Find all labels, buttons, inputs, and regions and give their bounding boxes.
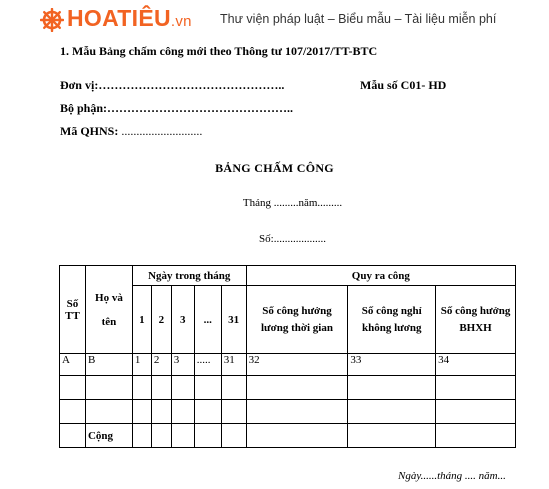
field-unit: Đơn vị:……………………………………….. xyxy=(60,78,285,92)
month-year-line: Tháng .........năm......... xyxy=(242,197,343,209)
site-header xyxy=(0,0,549,36)
timesheet-title: BẢNG CHẤM CÔNG xyxy=(215,161,334,175)
signature-date-line: Ngày......tháng .... năm... xyxy=(398,470,506,482)
total-label: Cộng xyxy=(85,424,132,448)
header-bhxh-days: Số công hưởng BHXH xyxy=(436,286,516,354)
header-days-group: Ngày trong tháng xyxy=(132,266,246,286)
code-cell: 1 xyxy=(132,354,151,376)
code-cell: B xyxy=(85,354,132,376)
code-cell: 34 xyxy=(436,354,516,376)
code-cell: 32 xyxy=(246,354,348,376)
code-cell: 3 xyxy=(171,354,194,376)
header-convert-group: Quy ra công xyxy=(246,266,515,286)
header-day-2: 2 xyxy=(151,286,171,354)
header-day-ellipsis: ... xyxy=(194,286,221,354)
field-department: Bộ phận:……………………………………….. xyxy=(60,101,294,115)
table-row xyxy=(60,376,516,400)
code-cell: A xyxy=(60,354,86,376)
field-qhns-code: Mã QHNS: ........................... xyxy=(60,124,203,138)
header-name: Họ và tên xyxy=(85,266,132,354)
code-cell: 2 xyxy=(151,354,171,376)
code-cell: 31 xyxy=(221,354,246,376)
code-row xyxy=(60,354,516,376)
header-day-31: 31 xyxy=(221,286,246,354)
timesheet-table xyxy=(59,265,516,448)
ship-wheel-icon xyxy=(40,8,64,32)
form-code: Mẫu số C01- HD xyxy=(360,78,447,92)
code-cell: 33 xyxy=(348,354,436,376)
header-day-3: 3 xyxy=(171,286,194,354)
header-no: Số TT xyxy=(60,266,86,354)
total-row xyxy=(60,424,516,448)
code-cell: ..... xyxy=(194,354,221,376)
site-tagline: Thư viện pháp luật – Biểu mẫu – Tài liệu miễn phí xyxy=(220,12,497,26)
header-paid-days: Số công hưởng lương thời gian xyxy=(246,286,348,354)
site-logo[interactable] xyxy=(40,5,192,35)
header-unpaid-days: Số công nghỉ không lương xyxy=(348,286,436,354)
number-line: Số:................... xyxy=(259,233,326,245)
header-day-1: 1 xyxy=(132,286,151,354)
logo-text: HOATIÊU.vn xyxy=(67,5,192,31)
table-row xyxy=(60,400,516,424)
document-title: 1. Mẫu Bảng chấm công mới theo Thông tư 107/2017/TT-BTC xyxy=(60,44,378,58)
